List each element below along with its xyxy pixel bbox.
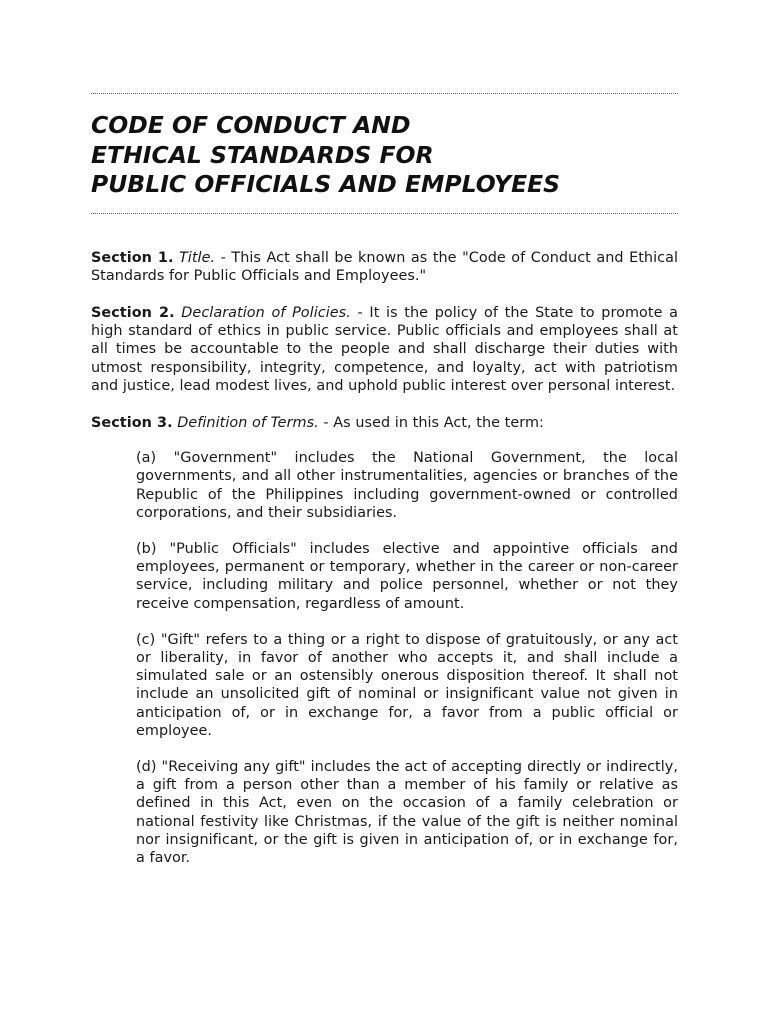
document-body [91,249,678,868]
definition-a: (a) "Government" includes the National Government, the local governments, and all other instrumentalities, agencies or branches of the Republic of the Philippines including government-owned or controlled corporations, and their subsidiaries. [136,450,678,521]
section-3-text: - As used in this Act, the term: [323,414,544,431]
section-2-label: Section 2. [91,304,175,321]
title-line-1: CODE OF CONDUCT AND [91,111,411,139]
section-1-text: - This Act shall be known as the "Code of Conduct and Ethical Standards for Public Officials and Employees." [91,249,679,284]
section-1-title: Title. [178,249,216,266]
section-3-title: Definition of Terms. [177,414,319,431]
title-line-2: ETHICAL STANDARDS FOR [91,140,434,169]
definitions-list [136,449,678,867]
definition-b: (b) "Public Officials" includes elective and appointive officials and employees, permanent or temporary, whether in the career or non-career service, including military and police personnel, whether or not they receive compensation, regardless of amount. [136,540,678,612]
top-divider [91,93,678,94]
section-1-label: Section 1. [91,249,174,266]
section-3-label: Section 3. [91,414,173,431]
document-page [91,0,678,885]
section-3 [91,414,678,432]
definition-d: (d) "Receiving any gift" includes the act of accepting directly or indirectly, a gift from a person other than a member of his family or relative as defined in this Act, even on the occasion of a family celebration or national festivity like Christmas, if the value of the gift is neither nominal nor insignificant, or the gift is given in anticipation of, or in exchange for, a favor. [136,758,678,866]
section-1 [91,249,678,285]
section-2-text: - It is the policy of the State to promote a high standard of ethics in public service. Public officials and employees shall at all times be accountable to the people and shall discharge their duties with utmost responsibility, integrity, competence, and loyalty, act with patriotism and justice, lead modest lives, and uphold public interest over personal interest. [91,304,679,394]
title-line-3: PUBLIC OFFICIALS AND EMPLOYEES [91,170,561,198]
section-2 [91,304,678,395]
bottom-divider [91,213,678,214]
section-2-title: Declaration of Policies. [181,304,351,321]
definition-c: (c) "Gift" refers to a thing or a right to dispose of gratuitously, or any act or liberality, in favor of another who accepts it, and shall include a simulated sale or an ostensibly onerous disposition thereof. It shall not include an unsolicited gift of nominal or insignificant value not given in anticipation of, or in exchange for, a favor from a public official or employee. [136,631,678,739]
document-title [91,111,678,200]
